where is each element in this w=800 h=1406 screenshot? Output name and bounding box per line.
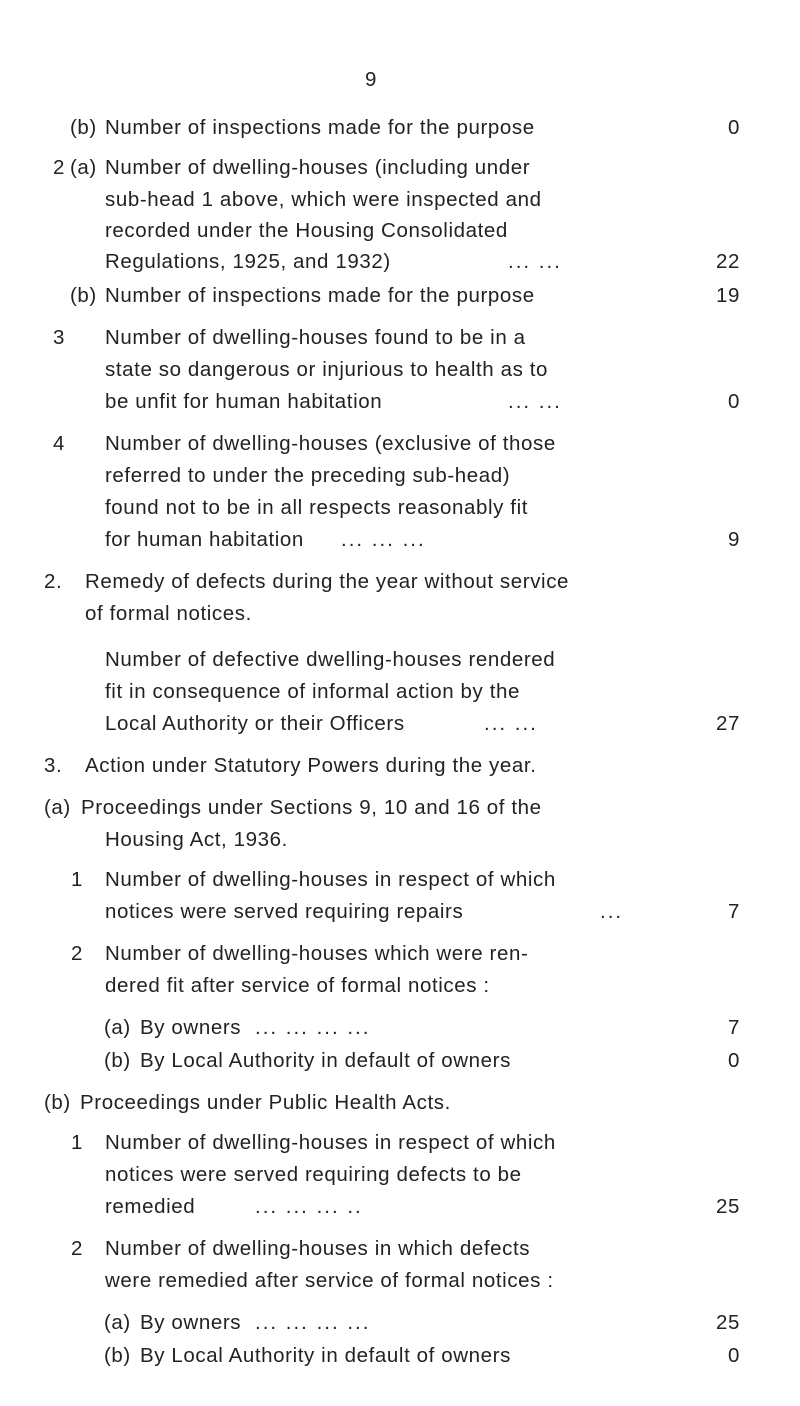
line-value: 25 <box>715 1195 740 1218</box>
report-line <box>0 1233 800 1265</box>
item-number: 1 <box>71 868 84 891</box>
line-text: Number of inspections made for the purpose <box>105 284 535 307</box>
page-number: 9 <box>364 68 377 91</box>
leader-dots: ... ... <box>508 250 562 273</box>
report-line <box>0 386 800 418</box>
line-text: Number of inspections made for the purpose <box>105 116 535 139</box>
line-value: 25 <box>715 1311 740 1334</box>
line-text: be unfit for human habitation <box>105 390 383 413</box>
leader-dots: ... ... ... .. <box>255 1195 363 1218</box>
leader-dots: ... ... ... ... <box>255 1016 371 1039</box>
report-line <box>0 152 800 184</box>
line-text: Number of dwelling-houses which were ren- <box>105 942 529 965</box>
line-text: fit in consequence of informal action by the <box>105 680 520 703</box>
line-text: Action under Statutory Powers during the year. <box>85 754 537 777</box>
line-text: Local Authority or their Officers <box>105 712 405 735</box>
line-text: Number of dwelling-houses (exclusive of those <box>105 432 556 455</box>
line-text: Number of dwelling-houses (including under <box>105 156 531 179</box>
report-line <box>0 644 800 676</box>
report-line <box>0 215 800 247</box>
line-text: dered fit after service of formal notices : <box>105 974 490 997</box>
line-text: Number of dwelling-houses in respect of which <box>105 1131 556 1154</box>
report-line <box>0 1045 800 1077</box>
line-text: of formal notices. <box>85 602 252 625</box>
sub-item-label: (a) <box>44 796 71 819</box>
report-line <box>0 598 800 630</box>
report-line <box>0 492 800 524</box>
line-value: 0 <box>727 116 740 139</box>
line-value: 0 <box>727 390 740 413</box>
report-line <box>0 1087 800 1119</box>
line-text: Regulations, 1925, and 1932) <box>105 250 391 273</box>
report-line <box>0 1340 800 1372</box>
report-line <box>0 864 800 896</box>
item-number: 3. <box>44 754 63 777</box>
report-line <box>0 1265 800 1297</box>
line-text: Proceedings under Sections 9, 10 and 16 of the <box>81 796 542 819</box>
line-text: notices were served requiring defects to be <box>105 1163 522 1186</box>
line-text: Housing Act, 1936. <box>105 828 288 851</box>
sub-item-label: (b) <box>44 1091 71 1114</box>
report-line <box>0 1012 800 1044</box>
line-text: for human habitation <box>105 528 304 551</box>
line-text: By Local Authority in default of owners <box>140 1049 511 1072</box>
line-text: Remedy of defects during the year without service <box>85 570 570 593</box>
line-text: Number of dwelling-houses found to be in a <box>105 326 526 349</box>
leader-dots: ... ... <box>484 712 538 735</box>
report-line <box>0 566 800 598</box>
sub-item-label: (a) <box>70 156 97 179</box>
leader-dots: ... ... <box>508 390 562 413</box>
line-value: 7 <box>727 900 740 923</box>
report-line <box>0 792 800 824</box>
line-text: Number of dwelling-houses in respect of which <box>105 868 556 891</box>
line-text: referred to under the preceding sub-head) <box>105 464 511 487</box>
report-line <box>0 824 800 856</box>
line-text: found not to be in all respects reasonably fit <box>105 496 529 519</box>
line-value: 22 <box>715 250 740 273</box>
line-text: were remedied after service of formal notices : <box>105 1269 554 1292</box>
item-number: 2 <box>71 1237 84 1260</box>
report-line <box>0 354 800 386</box>
sub-item-label: (a) <box>104 1311 131 1334</box>
line-value: 27 <box>715 712 740 735</box>
line-value: 0 <box>727 1049 740 1072</box>
item-number: 2. <box>44 570 63 593</box>
report-line <box>0 970 800 1002</box>
report-line <box>0 896 800 928</box>
report-line <box>0 1307 800 1339</box>
line-text: Number of defective dwelling-houses rendered <box>105 648 556 671</box>
report-line <box>0 280 800 312</box>
report-line <box>0 246 800 278</box>
leader-dots: ... ... ... ... <box>255 1311 371 1334</box>
sub-item-label: (b) <box>70 284 97 307</box>
report-line <box>0 1191 800 1223</box>
report-line <box>0 524 800 556</box>
leader-dots: ... <box>600 900 624 923</box>
line-text: recorded under the Housing Consolidated <box>105 219 508 242</box>
report-line <box>0 460 800 492</box>
line-value: 0 <box>727 1344 740 1367</box>
leader-dots: ... ... ... <box>341 528 426 551</box>
item-number: 1 <box>71 1131 84 1154</box>
line-text: By owners <box>140 1311 242 1334</box>
line-text: state so dangerous or injurious to health as to <box>105 358 549 381</box>
item-number: 2 <box>71 942 84 965</box>
report-line <box>0 428 800 460</box>
line-value: 9 <box>727 528 740 551</box>
line-text: Number of dwelling-houses in which defects <box>105 1237 531 1260</box>
line-text: sub-head 1 above, which were inspected and <box>105 188 542 211</box>
report-line <box>0 676 800 708</box>
sub-item-label: (a) <box>104 1016 131 1039</box>
report-line <box>0 322 800 354</box>
report-line <box>0 184 800 216</box>
report-line <box>0 112 800 144</box>
line-text: By owners <box>140 1016 242 1039</box>
item-number: 4 <box>53 432 66 455</box>
report-line <box>0 1159 800 1191</box>
sub-item-label: (b) <box>104 1344 131 1367</box>
line-value: 19 <box>715 284 740 307</box>
line-text: By Local Authority in default of owners <box>140 1344 511 1367</box>
report-line <box>0 1127 800 1159</box>
item-number: 2 <box>53 156 66 179</box>
item-number: 3 <box>53 326 66 349</box>
sub-item-label: (b) <box>70 116 97 139</box>
report-line <box>0 750 800 782</box>
line-text: Proceedings under Public Health Acts. <box>80 1091 451 1114</box>
report-line <box>0 708 800 740</box>
line-value: 7 <box>727 1016 740 1039</box>
report-line <box>0 938 800 970</box>
line-text: remedied <box>105 1195 196 1218</box>
sub-item-label: (b) <box>104 1049 131 1072</box>
line-text: notices were served requiring repairs <box>105 900 464 923</box>
